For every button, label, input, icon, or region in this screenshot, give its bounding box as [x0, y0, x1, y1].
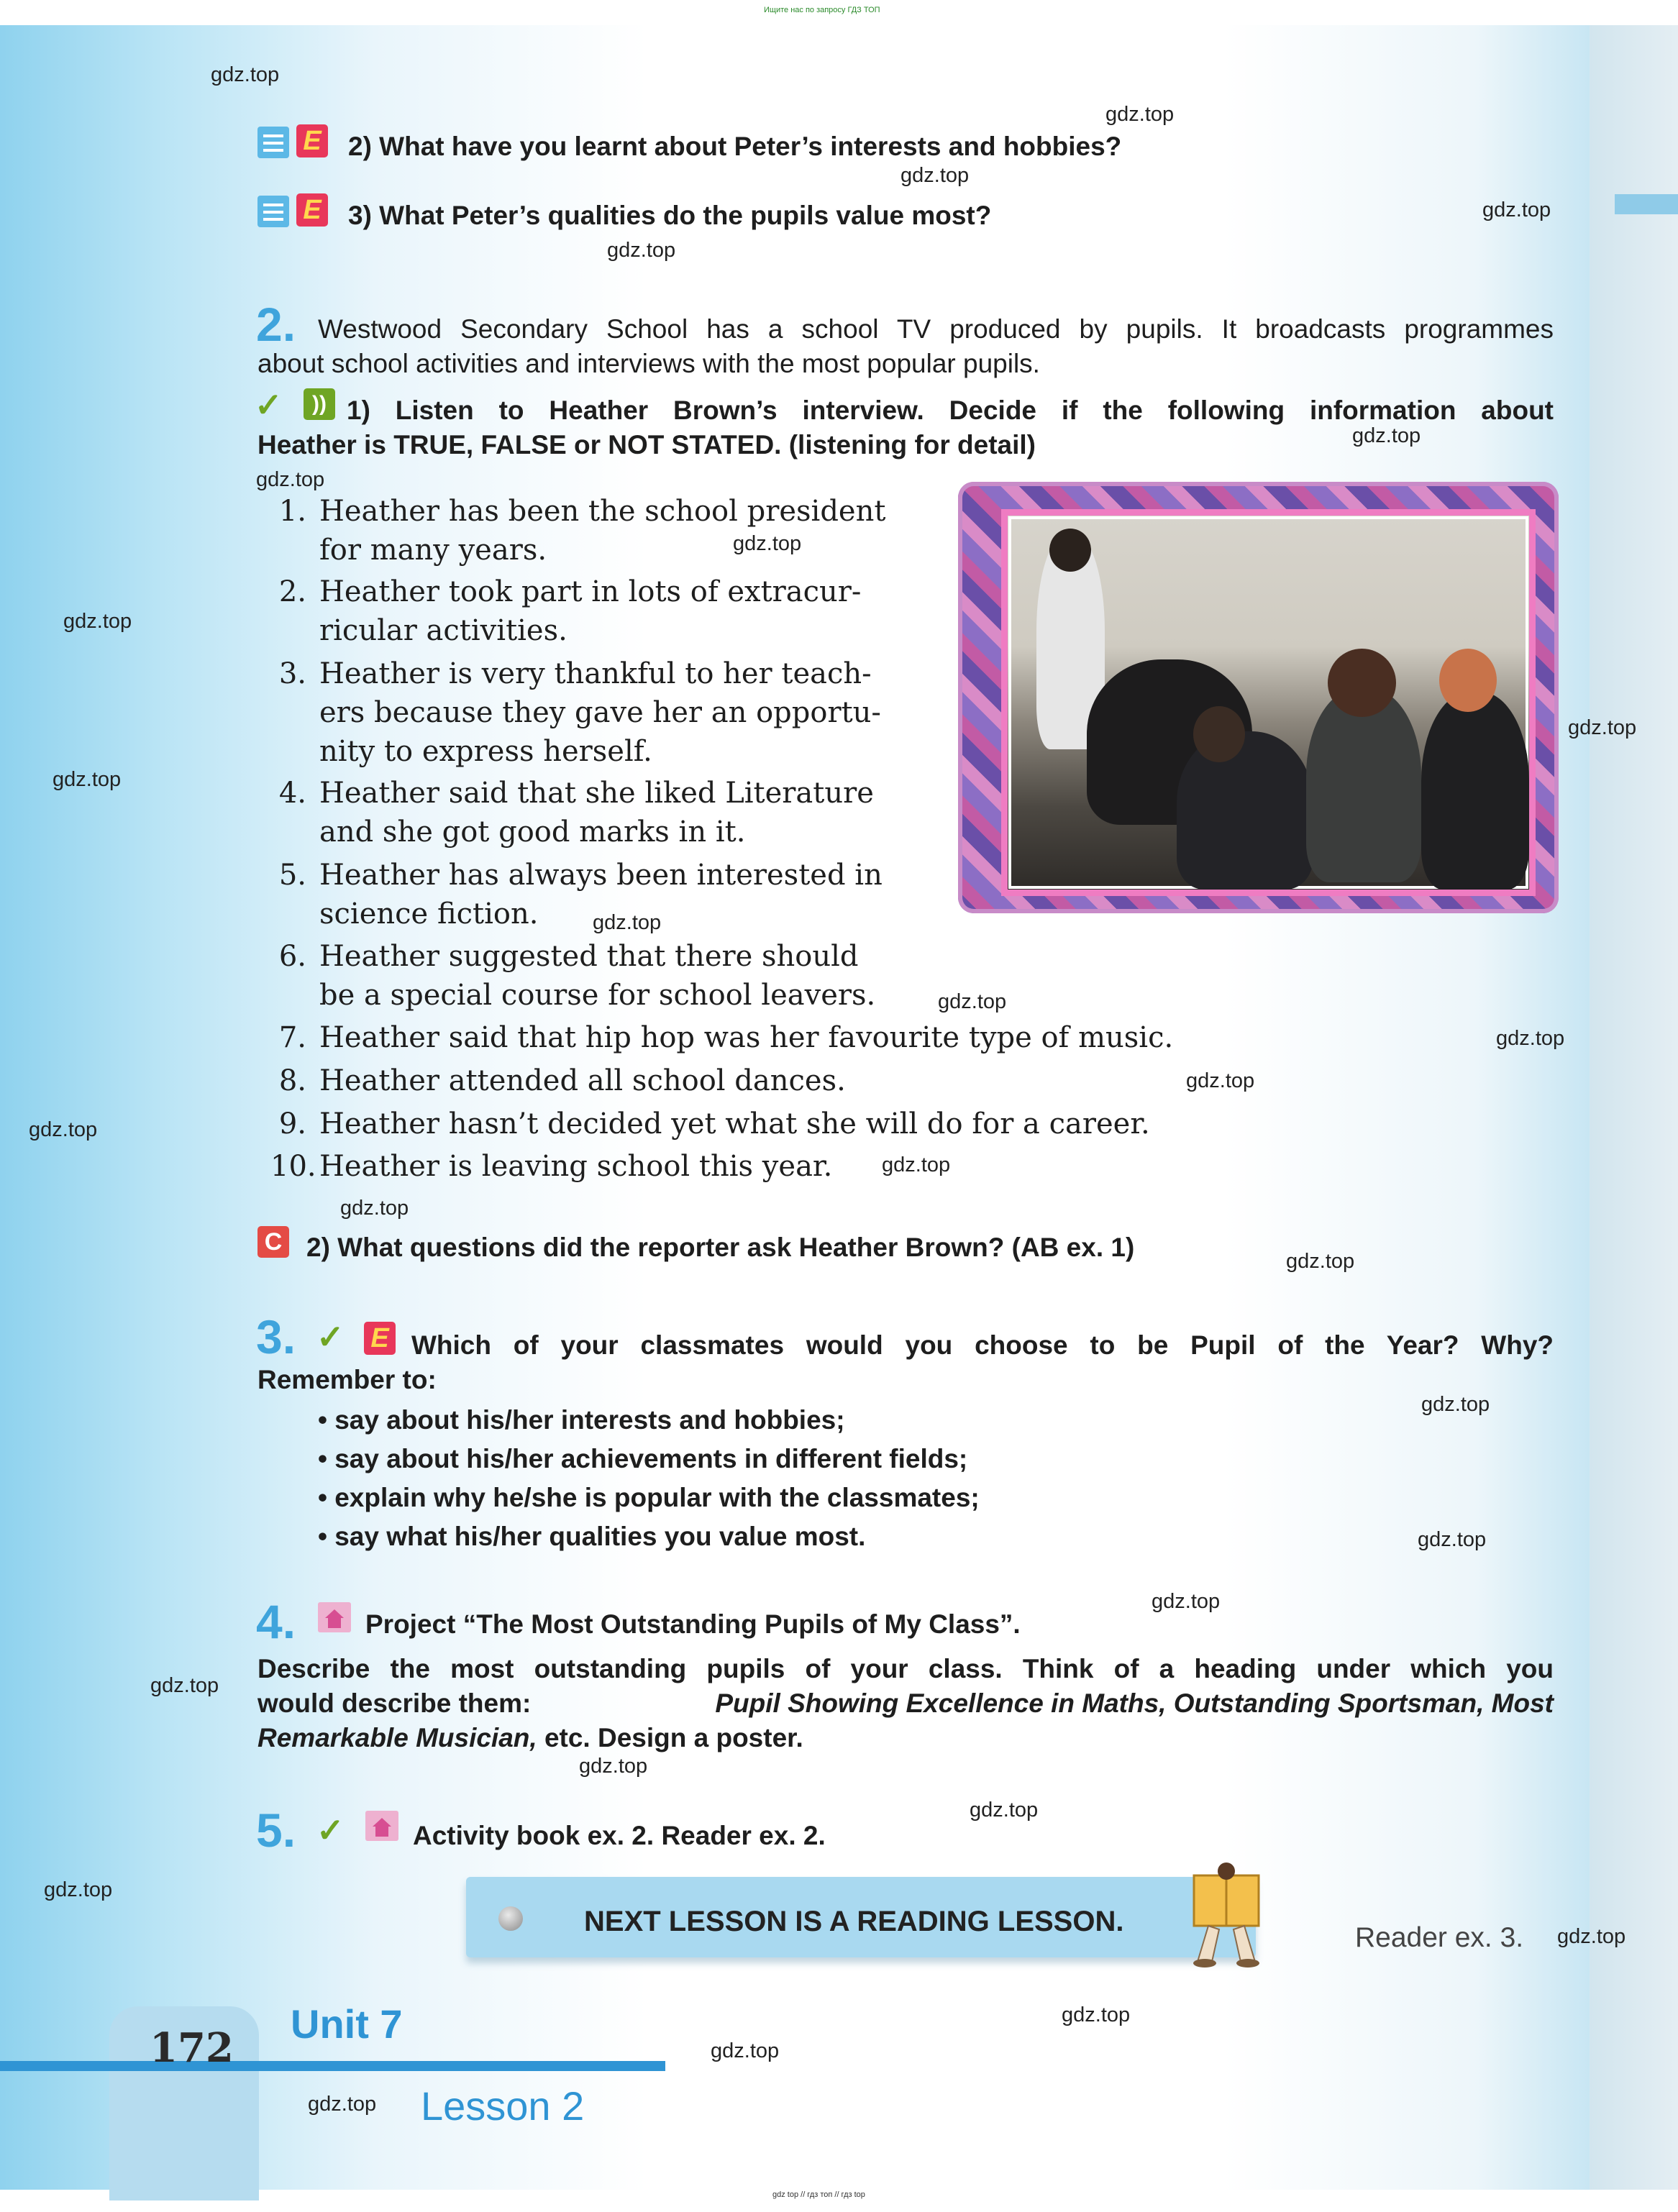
exercise2-task2: 2) What questions did the reporter ask Heather Brown? (AB ex. 1)	[306, 1233, 1135, 1262]
watermark: gdz.top	[1557, 1925, 1626, 1948]
list-item-number: 9.	[278, 1107, 306, 1141]
list-item-text: ricular activities.	[319, 614, 567, 647]
watermark: gdz.top	[900, 164, 970, 187]
exercise3-remember: Remember to:	[257, 1365, 437, 1394]
list-item-number: 6.	[278, 940, 306, 973]
e-icon: E	[296, 124, 328, 157]
watermark: gdz.top	[1186, 1069, 1255, 1092]
bullet-dot-icon	[498, 1906, 523, 1931]
list-item-text: Heather hasn’t decided yet what she will do for a career.	[319, 1107, 1150, 1141]
list-item-number: 8.	[278, 1064, 306, 1097]
exercise4-title: Project “The Most Outstanding Pupils of My Class”.	[365, 1609, 1021, 1639]
exercise4-line3-plain: etc. Design a poster.	[537, 1723, 803, 1752]
home-task-icon	[365, 1811, 398, 1841]
list-item-text: for many years.	[319, 534, 547, 567]
photo-person	[1328, 649, 1396, 717]
home-task-icon	[318, 1602, 351, 1632]
exercise1-question3: 3) What Peter’s qualities do the pupils value most?	[348, 201, 992, 230]
watermark: gdz.top	[1105, 103, 1175, 126]
interview-photo	[1001, 509, 1536, 896]
exercise4-line1: Describe the most outstanding pupils of your class. Think of a heading under which you	[257, 1654, 1554, 1683]
watermark: gdz.top	[1482, 198, 1551, 221]
exercise1-question2: 2) What have you learnt about Peter’s interests and hobbies?	[348, 132, 1122, 161]
photo-person	[1439, 649, 1497, 712]
list-item-text: Heather has always been interested in	[319, 859, 883, 892]
exercise2-intro-line2: about school activities and interviews with the most popular pupils.	[257, 349, 1040, 378]
exercise2-number: 2.	[256, 298, 296, 351]
list-item-number: 4.	[278, 777, 306, 810]
lesson-label: Lesson 2	[421, 2083, 585, 2129]
watermark: gdz.top	[1418, 1528, 1487, 1551]
check-icon: ✓	[316, 1811, 345, 1849]
list-item-number: 7.	[278, 1021, 306, 1054]
reading-child-icon	[1180, 1861, 1273, 1969]
watermark: gdz.top	[938, 990, 1007, 1013]
photo-person	[1421, 692, 1529, 890]
list-item-number: 5.	[278, 859, 306, 892]
photo-person	[1306, 688, 1421, 882]
watermark: gdz.top	[1062, 2003, 1131, 2026]
exercise2-intro-line1: Westwood Secondary School has a school TV produced by pupils. It broadcasts programmes	[318, 314, 1554, 344]
exercise4-line2	[257, 1686, 1554, 1721]
watermark: gdz.top	[882, 1153, 951, 1176]
list-item-text: ers because they gave her an opportu-	[319, 696, 881, 729]
watermark: gdz.top	[63, 610, 132, 633]
watermark: gdz.top	[53, 768, 122, 791]
exercise5-number: 5.	[256, 1804, 296, 1857]
next-lesson-text: NEXT LESSON IS A READING LESSON.	[584, 1906, 1124, 1937]
exercise2-task1-line2: Heather is TRUE, FALSE or NOT STATED. (listening for detail)	[257, 430, 1036, 460]
list-item-text: science fiction.	[319, 897, 539, 931]
exercise4-line2-plain: would describe them:	[257, 1688, 539, 1718]
watermark: gdz.top	[340, 1197, 409, 1220]
activity-book-icon: C	[257, 1226, 289, 1258]
reader-exercise-note: Reader ex. 3.	[1355, 1922, 1524, 1953]
unit-label: Unit 7	[291, 2001, 403, 2047]
watermark: gdz.top	[593, 911, 662, 934]
bullet-item: • say about his/her interests and hobbies;	[318, 1405, 845, 1435]
watermark: gdz.top	[1152, 1590, 1221, 1613]
watermark: gdz.top	[733, 532, 802, 555]
list-item-text: and she got good marks in it.	[319, 815, 746, 849]
audio-icon: ))	[304, 388, 335, 420]
list-item-text: Heather suggested that there should	[319, 940, 859, 973]
spine-color-mark	[1615, 194, 1678, 214]
e-icon: E	[296, 193, 328, 227]
list-icon	[257, 127, 289, 158]
list-item-text: Heather took part in lots of extracur-	[319, 575, 862, 608]
watermark: gdz.top	[1568, 716, 1637, 739]
list-item-text: Heather said that hip hop was her favourite type of music.	[319, 1021, 1174, 1054]
bullet-item: • say what his/her qualities you value most.	[318, 1522, 866, 1551]
bullet-item: • explain why he/she is popular with the classmates;	[318, 1483, 980, 1512]
watermark: gdz.top	[1496, 1027, 1565, 1050]
list-item-text: Heather said that she liked Literature	[319, 777, 874, 810]
watermark: gdz.top	[1286, 1250, 1355, 1273]
list-item-number: 10.	[270, 1150, 316, 1183]
list-item-text: Heather attended all school dances.	[319, 1064, 846, 1097]
top-notice: Ищите нас по запросу ГДЗ ТОП	[764, 6, 880, 14]
watermark: gdz.top	[607, 239, 676, 262]
footer-rule	[0, 2061, 665, 2071]
list-item-text: be a special course for school leavers.	[319, 979, 876, 1012]
book-spine	[1590, 25, 1678, 2190]
watermark: gdz.top	[150, 1674, 219, 1697]
photo-person	[1177, 731, 1313, 890]
list-item-number: 3.	[278, 657, 306, 690]
photo-person	[1193, 706, 1245, 762]
list-icon	[257, 196, 289, 227]
list-item-text: Heather is very thankful to her teach-	[319, 657, 872, 690]
watermark: gdz.top	[970, 1799, 1039, 1822]
check-icon: ✓	[316, 1318, 345, 1356]
exercise3-question: Which of your classmates would you choose to be Pupil of the Year? Why?	[411, 1330, 1554, 1360]
check-icon: ✓	[255, 386, 283, 424]
e-icon: E	[364, 1322, 396, 1355]
list-item-text: Heather is leaving school this year.	[319, 1150, 833, 1183]
bullet-item: • say about his/her achievements in different fields;	[318, 1444, 968, 1473]
photo-person	[1049, 529, 1091, 572]
exercise2-task1-line1: 1) Listen to Heather Brown’s interview. Decide if the following information about	[347, 396, 1554, 425]
watermark: gdz.top	[579, 1755, 648, 1778]
watermark: gdz.top	[711, 2039, 780, 2062]
watermark: gdz.top	[29, 1118, 98, 1141]
watermark: gdz.top	[1352, 424, 1421, 447]
page-number: 172	[150, 2024, 234, 2072]
exercise4-line3-italic: Remarkable Musician,	[257, 1723, 537, 1752]
bottom-notice: gdz top // гдз топ // гдз top	[772, 2190, 865, 2199]
watermark: gdz.top	[211, 63, 280, 86]
exercise3-number: 3.	[256, 1310, 296, 1363]
list-item-number: 2.	[278, 575, 306, 608]
watermark: gdz.top	[308, 2093, 377, 2116]
exercise4-number: 4.	[256, 1595, 296, 1648]
exercise5-text: Activity book ex. 2. Reader ex. 2.	[413, 1821, 826, 1850]
exercise4-line2-italic: Pupil Showing Excellence in Maths, Outstanding Sportsman, Most	[715, 1688, 1554, 1718]
list-item-text: nity to express herself.	[319, 735, 652, 768]
watermark: gdz.top	[256, 468, 325, 491]
list-item-text: Heather has been the school president	[319, 495, 886, 528]
watermark: gdz.top	[1421, 1393, 1490, 1416]
watermark: gdz.top	[44, 1878, 113, 1901]
list-item-number: 1.	[278, 495, 306, 528]
exercise4-line3	[257, 1721, 803, 1755]
